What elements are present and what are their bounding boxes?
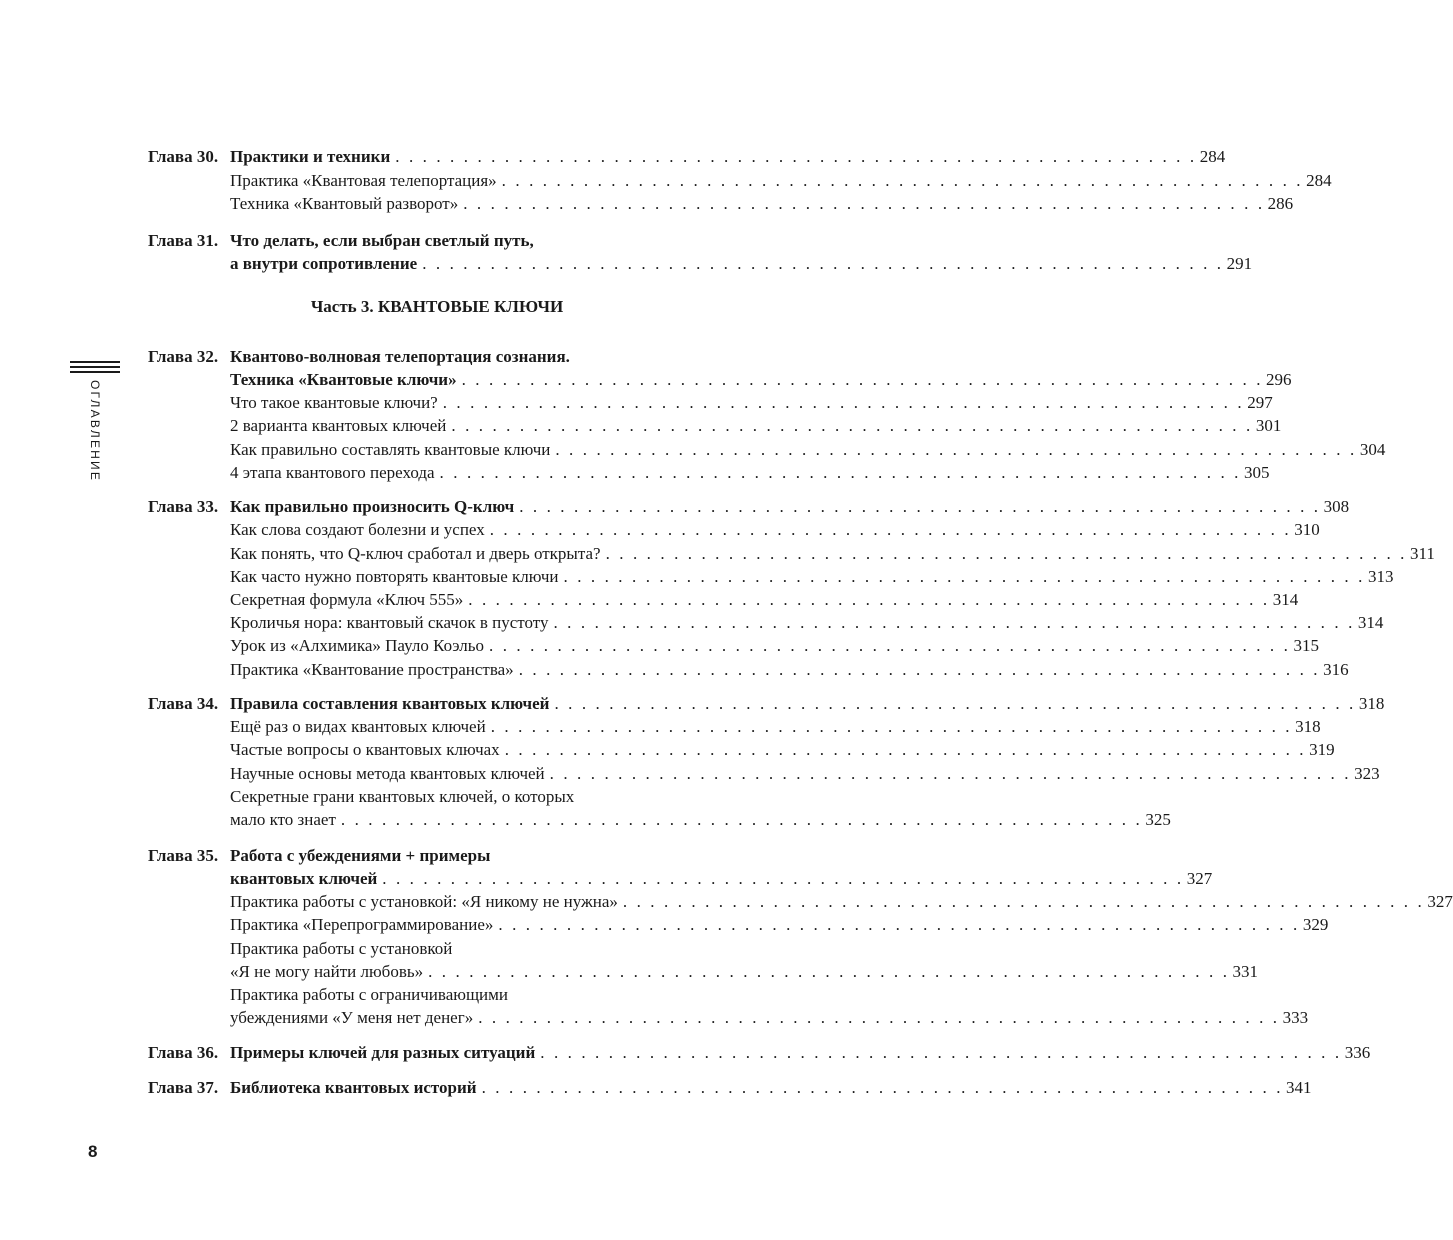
entry-page: 291 [1226, 254, 1253, 273]
toc-entry[interactable] [230, 368, 1292, 392]
entry-title: Библиотека квантовых историй [230, 1078, 477, 1097]
entry-page: 310 [1294, 520, 1320, 539]
toc-entry[interactable] [230, 145, 1226, 169]
entry-title: Научные основы метода квантовых ключей [230, 764, 545, 783]
leader-dots: . . . . . . . . . . . . . . . . . . . . . . . . . . . . . . . . . . . . . . . . . . . . . . . . . . . . . . . . . . . [340, 810, 1143, 829]
leader-dots: . . . . . . . . . . . . . . . . . . . . . . . . . . . . . . . . . . . . . . . . . . . . . . . . . . . . . . . . . . . [395, 147, 1197, 166]
entry-title: убеждениями «У меня нет денег» [230, 1008, 474, 1027]
leader-dots: . . . . . . . . . . . . . . . . . . . . . . . . . . . . . . . . . . . . . . . . . . . . . . . . . . . . . . . . . . . [501, 171, 1304, 190]
part-heading: Часть 3. КВАНТОВЫЕ КЛЮЧИ [310, 297, 564, 316]
leader-dots: . . . . . . . . . . . . . . . . . . . . . . . . . . . . . . . . . . . . . . . . . . . . . . . . . . . . . . . . . . . [553, 613, 1355, 632]
entry-page: 284 [1306, 171, 1332, 190]
entry-page: 314 [1272, 590, 1299, 609]
entry-page: 336 [1344, 1043, 1371, 1062]
toc-entry[interactable] [230, 762, 1380, 786]
entry-title: Практика «Квантование пространства» [230, 660, 514, 679]
entry-page: 314 [1357, 613, 1384, 632]
entry-page: 311 [1410, 544, 1435, 563]
entry-page: 319 [1309, 740, 1335, 759]
entry-page: 308 [1323, 497, 1350, 516]
entry-page: 284 [1199, 147, 1226, 166]
leader-dots: . . . . . . . . . . . . . . . . . . . . . . . . . . . . . . . . . . . . . . . . . . . . . . . . . . . . . . . . . . . [605, 544, 1408, 563]
toc-entry[interactable] [230, 461, 1270, 485]
leader-dots: . . . . . . . . . . . . . . . . . . . . . . . . . . . . . . . . . . . . . . . . . . . . . . . . . . . . . . . . . . . [519, 497, 1321, 516]
leader-dots: . . . . . . . . . . . . . . . . . . . . . . . . . . . . . . . . . . . . . . . . . . . . . . . . . . . . . . . . . . . [554, 694, 1356, 713]
entry-title: Практика «Перепрограммирование» [230, 915, 494, 934]
entry-title: Примеры ключей для разных ситуаций [230, 1043, 536, 1062]
leader-dots: . . . . . . . . . . . . . . . . . . . . . . . . . . . . . . . . . . . . . . . . . . . . . . . . . . . . . . . . . . . [489, 520, 1292, 539]
toc-entry[interactable] [230, 611, 1384, 635]
toc-entry[interactable] [230, 391, 1273, 415]
entry-title: Техника «Квантовые ключи» [230, 370, 457, 389]
entry-page: 333 [1282, 1008, 1309, 1027]
entry-page: 286 [1267, 194, 1294, 213]
toc-entry[interactable] [230, 634, 1319, 658]
leader-dots: . . . . . . . . . . . . . . . . . . . . . . . . . . . . . . . . . . . . . . . . . . . . . . . . . . . . . . . . . . . [549, 764, 1352, 783]
toc-entry-line1[interactable] [230, 229, 726, 253]
entry-title: «Я не могу найти любовь» [230, 962, 424, 981]
leader-dots: . . . . . . . . . . . . . . . . . . . . . . . . . . . . . . . . . . . . . . . . . . . . . . . . . . . . . . . . . . . [428, 962, 1230, 981]
entry-title: Как правильно произносить Q-ключ [230, 497, 515, 516]
entry-title: Практики и техники [230, 147, 391, 166]
entry-page: 316 [1323, 660, 1349, 679]
toc-entry[interactable] [230, 715, 1321, 739]
entry-page: 305 [1244, 463, 1270, 482]
chapter-36-label: Глава 36. [148, 1043, 219, 1062]
toc-entry-line1[interactable] [230, 345, 726, 369]
toc-entry[interactable] [230, 1076, 1312, 1100]
leader-dots: . . . . . . . . . . . . . . . . . . . . . . . . . . . . . . . . . . . . . . . . . . . . . . . . . . . . . . . . . . . [489, 636, 1291, 655]
entry-title: Практика «Квантовая телепортация» [230, 171, 497, 190]
toc-entry[interactable] [230, 1006, 1309, 1030]
leader-dots: . . . . . . . . . . . . . . . . . . . . . . . . . . . . . . . . . . . . . . . . . . . . . . . . . . . . . . . . . . . [481, 1078, 1284, 1097]
leader-dots: . . . . . . . . . . . . . . . . . . . . . . . . . . . . . . . . . . . . . . . . . . . . . . . . . . . . . . . . . . . [518, 660, 1321, 679]
entry-page: 318 [1295, 717, 1321, 736]
toc-entry[interactable] [230, 414, 1282, 438]
entry-title: 4 этапа квантового перехода [230, 463, 435, 482]
leader-dots: . . . . . . . . . . . . . . . . . . . . . . . . . . . . . . . . . . . . . . . . . . . . . . . . . . . . . . . . . . . [442, 393, 1245, 412]
leader-dots: . . . . . . . . . . . . . . . . . . . . . . . . . . . . . . . . . . . . . . . . . . . . . . . . . . . . . . . . . . . [439, 463, 1241, 482]
entry-title: Правила составления квантовых ключей [230, 694, 550, 713]
entry-page: 327 [1427, 892, 1453, 911]
entry-title: Частые вопросы о квантовых ключах [230, 740, 500, 759]
entry-title: Как слова создают болезни и успех [230, 520, 485, 539]
leader-dots: . . . . . . . . . . . . . . . . . . . . . . . . . . . . . . . . . . . . . . . . . . . . . . . . . . . . . . . . . . . [563, 567, 1365, 586]
toc-entry[interactable] [230, 658, 1349, 682]
entry-title: 2 варианта квантовых ключей [230, 416, 447, 435]
toc-entry-line1[interactable] [230, 937, 726, 961]
entry-page: 318 [1358, 694, 1385, 713]
entry-page: 313 [1367, 567, 1394, 586]
toc-entry[interactable] [230, 252, 1253, 276]
chapter-37-label: Глава 37. [148, 1078, 219, 1097]
toc-entry[interactable] [230, 692, 1385, 716]
toc-entry[interactable] [230, 495, 1350, 519]
side-rule-bottom [70, 371, 120, 373]
chapter-30-label: Глава 30. [148, 147, 219, 166]
toc-entry[interactable] [230, 438, 1386, 462]
entry-page: 325 [1145, 810, 1171, 829]
toc-entry[interactable] [230, 738, 1335, 762]
entry-title: Как часто нужно повторять квантовые ключи [230, 567, 559, 586]
leader-dots: . . . . . . . . . . . . . . . . . . . . . . . . . . . . . . . . . . . . . . . . . . . . . . . . . . . . . . . . . . . [555, 440, 1357, 459]
entry-title: а внутри сопротивление [230, 254, 418, 273]
entry-page: 323 [1354, 764, 1380, 783]
toc-entry[interactable] [230, 1041, 1371, 1065]
toc-entry-line1[interactable] [230, 983, 726, 1007]
leader-dots: . . . . . . . . . . . . . . . . . . . . . . . . . . . . . . . . . . . . . . . . . . . . . . . . . . . . . . . . . . . [468, 590, 1270, 609]
leader-dots: . . . . . . . . . . . . . . . . . . . . . . . . . . . . . . . . . . . . . . . . . . . . . . . . . . . . . . . . . . . [461, 370, 1264, 389]
entry-title: Квантово-волновая телепортация сознания. [230, 347, 570, 366]
page-number: 8 [88, 1142, 98, 1161]
toc-entry[interactable] [230, 890, 1453, 914]
entry-page: 331 [1232, 962, 1259, 981]
entry-title: Кроличья нора: квантовый скачок в пустоту [230, 613, 549, 632]
toc-entry[interactable] [230, 588, 1299, 612]
entry-title: Секретная формула «Ключ 555» [230, 590, 464, 609]
entry-page: 315 [1293, 636, 1319, 655]
entry-title: Практика работы с установкой [230, 939, 453, 958]
side-rule-middle [70, 366, 120, 368]
entry-title: Работа с убеждениями + примеры [230, 846, 491, 865]
chapter-34-label: Глава 34. [148, 694, 219, 713]
toc-entry[interactable] [230, 542, 1435, 566]
leader-dots: . . . . . . . . . . . . . . . . . . . . . . . . . . . . . . . . . . . . . . . . . . . . . . . . . . . . . . . . . . . [451, 416, 1253, 435]
entry-title: Практика работы с ограничивающими [230, 985, 509, 1004]
chapter-33-label: Глава 33. [148, 497, 219, 516]
side-rule-top [70, 361, 120, 363]
entry-title: Секретные грани квантовых ключей, о которых [230, 787, 575, 806]
toc-entry-line1[interactable] [230, 785, 726, 809]
leader-dots: . . . . . . . . . . . . . . . . . . . . . . . . . . . . . . . . . . . . . . . . . . . . . . . . . . . . . . . . . . . [478, 1008, 1280, 1027]
chapter-35-label: Глава 35. [148, 846, 219, 865]
entry-title: Как понять, что Q-ключ сработал и дверь открыта? [230, 544, 601, 563]
toc-entry[interactable] [230, 565, 1394, 589]
leader-dots: . . . . . . . . . . . . . . . . . . . . . . . . . . . . . . . . . . . . . . . . . . . . . . . . . . . . . . . . . . . [622, 892, 1425, 911]
entry-page: 304 [1359, 440, 1386, 459]
entry-page: 296 [1266, 370, 1292, 389]
leader-dots: . . . . . . . . . . . . . . . . . . . . . . . . . . . . . . . . . . . . . . . . . . . . . . . . . . . . . . . . . . . [490, 717, 1293, 736]
toc-entry[interactable] [230, 192, 1294, 216]
leader-dots: . . . . . . . . . . . . . . . . . . . . . . . . . . . . . . . . . . . . . . . . . . . . . . . . . . . . . . . . . . . [382, 869, 1184, 888]
toc-entry[interactable] [230, 960, 1259, 984]
entry-title: Ещё раз о видах квантовых ключей [230, 717, 486, 736]
entry-page: 297 [1247, 393, 1273, 412]
entry-title: Практика работы с установкой: «Я никому не нужна» [230, 892, 618, 911]
chapter-31-label: Глава 31. [148, 231, 219, 250]
toc-entry[interactable] [230, 808, 1171, 832]
toc-entry-line1[interactable] [230, 844, 726, 868]
entry-title: Что такое квантовые ключи? [230, 393, 438, 412]
entry-page: 327 [1186, 869, 1213, 888]
entry-title: мало кто знает [230, 810, 336, 829]
entry-page: 329 [1302, 915, 1329, 934]
entry-title: Урок из «Алхимика» Пауло Коэльо [230, 636, 484, 655]
entry-page: 301 [1255, 416, 1282, 435]
toc-entry[interactable] [230, 518, 1320, 542]
entry-title: Техника «Квантовый разворот» [230, 194, 459, 213]
entry-title: Что делать, если выбран светлый путь, [230, 231, 534, 250]
toc-entry[interactable] [230, 169, 1332, 193]
entry-title: Как правильно составлять квантовые ключи [230, 440, 551, 459]
entry-page: 341 [1286, 1078, 1312, 1097]
leader-dots: . . . . . . . . . . . . . . . . . . . . . . . . . . . . . . . . . . . . . . . . . . . . . . . . . . . . . . . . . . . [422, 254, 1224, 273]
toc-entry[interactable] [230, 867, 1213, 891]
entry-title: квантовых ключей [230, 869, 378, 888]
leader-dots: . . . . . . . . . . . . . . . . . . . . . . . . . . . . . . . . . . . . . . . . . . . . . . . . . . . . . . . . . . . [463, 194, 1265, 213]
leader-dots: . . . . . . . . . . . . . . . . . . . . . . . . . . . . . . . . . . . . . . . . . . . . . . . . . . . . . . . . . . . [504, 740, 1307, 759]
leader-dots: . . . . . . . . . . . . . . . . . . . . . . . . . . . . . . . . . . . . . . . . . . . . . . . . . . . . . . . . . . . [540, 1043, 1342, 1062]
toc-entry[interactable] [230, 913, 1329, 937]
section-side-label: ОГЛАВЛЕНИЕ [88, 380, 102, 483]
chapter-32-label: Глава 32. [148, 347, 219, 366]
leader-dots: . . . . . . . . . . . . . . . . . . . . . . . . . . . . . . . . . . . . . . . . . . . . . . . . . . . . . . . . . . . [498, 915, 1300, 934]
